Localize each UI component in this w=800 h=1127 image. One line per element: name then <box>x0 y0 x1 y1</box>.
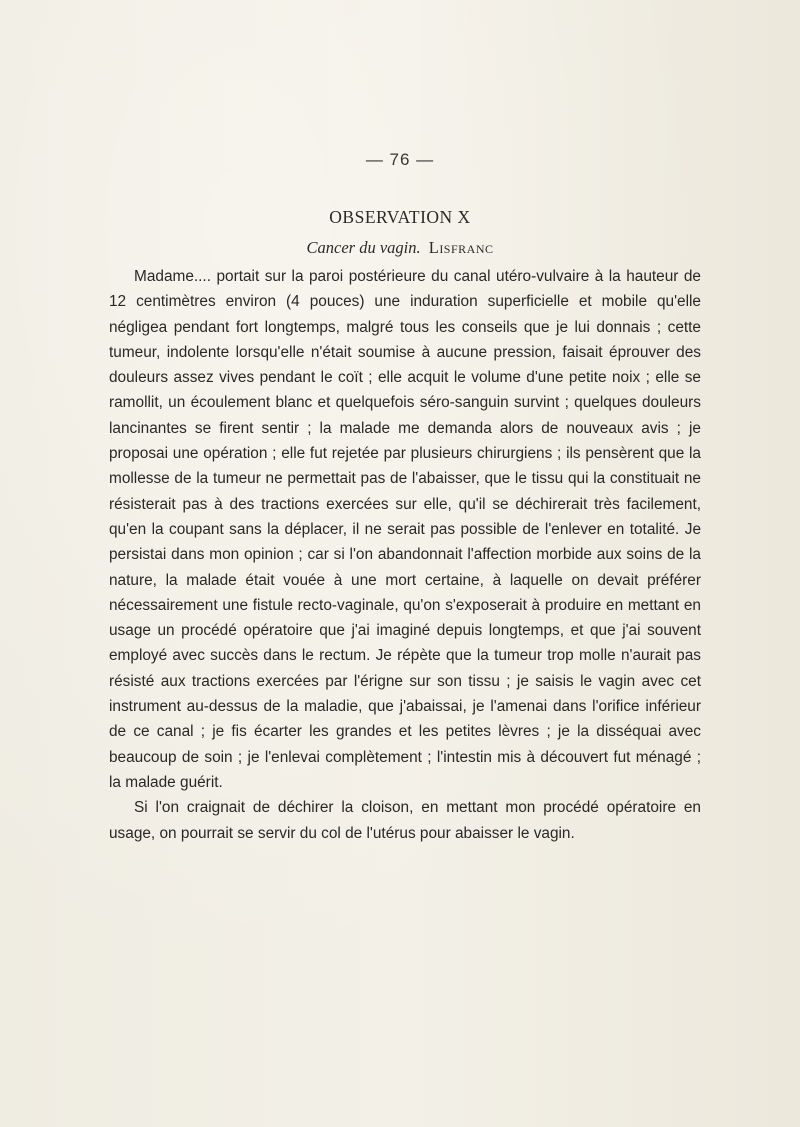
page-number: — 76 — <box>365 150 435 169</box>
paragraph-1: Madame.... portait sur la paroi postérieure du canal utéro-vulvaire à la hauteur de 12 centimètres environ (4 pouces) une induration superficielle et mobile qu'elle négligea pendant fort longtemps, malgré tous les conseils que je lui donnais ; cette tumeur, indolente lorsqu'elle n'était soumise à aucune pression, faisait éprouver des douleurs assez vives pendant le coït ; elle acquit le volume d'une petite noix ; elle se ramollit, un écoulement blanc et quelquefois séro-sanguin survint ; quelques douleurs lancinantes se firent sentir ; la malade me demanda alors de nouveaux avis ; je proposai une opération ; elle fut rejetée par plusieurs chirurgiens ; ils pensèrent que la mollesse de la tumeur ne permettait pas de l'abaisser, que le tissu qui la constituait ne résisterait pas à des tractions exercées sur elle, qu'il se déchirerait très facilement, qu'en la coupant sans la déplacer, il ne serait pas possible de l'enlever en totalité. Je persistai dans mon opinion ; car si l'on abandonnait l'affection morbide aux soins de la nature, la malade était vouée à une mort certaine, à laquelle on devait préférer nécessairement une fistule recto-vaginale, qu'on s'exposerait à produire en mettant en usage un procédé opératoire que j'ai imaginé depuis longtemps, et que j'ai souvent employé avec succès dans le rectum. Je répète que la tumeur trop molle n'aurait pas résisté aux tractions exercées par l'érigne sur son tissu ; je saisis le vagin avec cet instrument au-dessus de la maladie, que j'abaissai, je l'amenai dans l'orifice inférieur de ce canal ; je fis écarter les grandes et les petites lèvres ; je la disséquai avec beaucoup de soin ; je l'enlevai complètement ; l'intestin mis à découvert fut ménagé ; la malade guérit. <box>109 268 701 791</box>
observation-subheading <box>0 238 800 258</box>
body-text <box>109 264 701 846</box>
paragraph-2: Si l'on craignait de déchirer la cloison, en mettant mon procédé opératoire en usage, on pourrait se servir du col de l'utérus pour abaisser le vagin. <box>109 799 701 842</box>
subheading-title: Cancer du vagin. <box>306 238 421 257</box>
subheading-author: Lisfranc <box>428 238 494 257</box>
observation-heading: OBSERVATION X <box>329 207 471 227</box>
